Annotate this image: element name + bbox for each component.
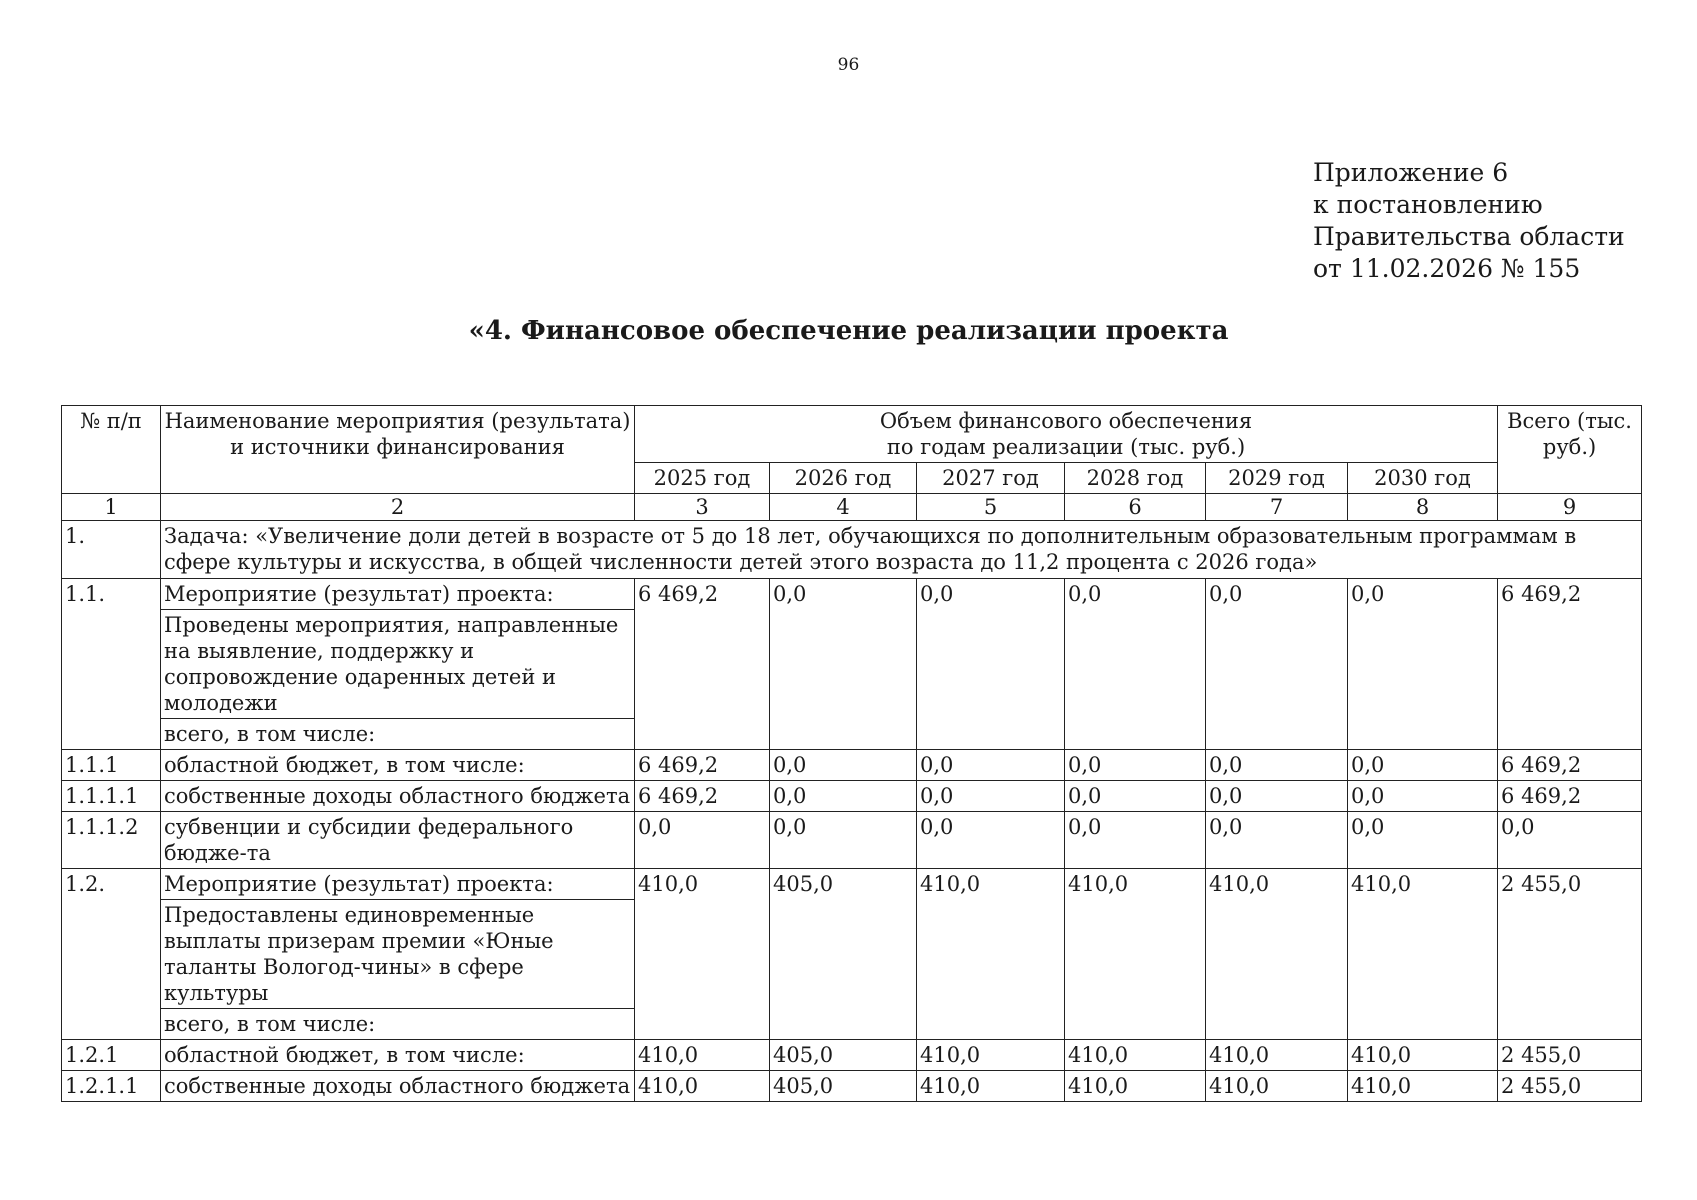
value-cell: 405,0 <box>770 1040 917 1071</box>
value-cell: 410,0 <box>635 1040 770 1071</box>
value-cell: 0,0 <box>917 579 1065 750</box>
appendix-block <box>1313 157 1625 285</box>
table-row <box>62 781 1642 812</box>
column-number: 8 <box>1348 494 1498 521</box>
column-number: 6 <box>1065 494 1206 521</box>
table-row <box>62 750 1642 781</box>
column-number-row <box>62 494 1642 521</box>
value-cell: 0,0 <box>635 812 770 869</box>
header-volume-line-2: по годам реализации (тыс. руб.) <box>886 435 1246 459</box>
header-year: 2026 год <box>770 463 917 494</box>
appendix-line-2: к постановлению <box>1313 190 1543 219</box>
value-cell: 6 469,2 <box>635 579 770 750</box>
table-row <box>62 1040 1642 1071</box>
appendix-line-4: от 11.02.2026 № 155 <box>1313 254 1581 283</box>
value-cell: 410,0 <box>1065 1071 1206 1102</box>
header-volume <box>635 406 1498 463</box>
value-cell: 6 469,2 <box>635 781 770 812</box>
value-cell: 410,0 <box>1065 869 1206 1040</box>
value-cell: 0,0 <box>1206 579 1348 750</box>
value-cell: 0,0 <box>917 812 1065 869</box>
value-cell: 0,0 <box>1348 812 1498 869</box>
value-cell: 405,0 <box>770 869 917 1040</box>
value-cell-total: 6 469,2 <box>1498 781 1642 812</box>
measure-total-label: всего, в том числе: <box>161 1009 635 1040</box>
column-number: 2 <box>161 494 635 521</box>
header-year: 2027 год <box>917 463 1065 494</box>
value-cell: 410,0 <box>1206 1040 1348 1071</box>
value-cell: 410,0 <box>1348 1040 1498 1071</box>
value-cell: 410,0 <box>1065 1040 1206 1071</box>
value-cell: 0,0 <box>1065 781 1206 812</box>
table-row <box>62 1071 1642 1102</box>
row-num: 1.2.1.1 <box>62 1071 161 1102</box>
section-title: «4. Финансовое обеспечение реализации проекта <box>468 316 1229 346</box>
header-num: № п/п <box>62 406 161 494</box>
task-row <box>62 521 1642 579</box>
row-name: областной бюджет, в том числе: <box>161 1040 635 1071</box>
row-num: 1.1.1 <box>62 750 161 781</box>
column-number: 4 <box>770 494 917 521</box>
value-cell-total: 2 455,0 <box>1498 1071 1642 1102</box>
row-name: областной бюджет, в том числе: <box>161 750 635 781</box>
value-cell: 0,0 <box>770 812 917 869</box>
value-cell: 0,0 <box>1065 750 1206 781</box>
row-num: 1.1.1.1 <box>62 781 161 812</box>
appendix-line-1: Приложение 6 <box>1313 158 1509 187</box>
measure-label: Мероприятие (результат) проекта: <box>161 579 635 610</box>
value-cell: 410,0 <box>917 1040 1065 1071</box>
value-cell: 410,0 <box>1206 1071 1348 1102</box>
value-cell: 0,0 <box>770 579 917 750</box>
value-cell: 0,0 <box>1206 781 1348 812</box>
measure-name: Предоставлены единовременные выплаты призерам премии «Юные таланты Вологод-чины» в сфере культуры <box>161 900 635 1009</box>
value-cell: 0,0 <box>917 781 1065 812</box>
value-cell: 0,0 <box>1348 750 1498 781</box>
value-cell: 0,0 <box>1348 781 1498 812</box>
measure-num: 1.2. <box>62 869 161 1040</box>
header-year: 2030 год <box>1348 463 1498 494</box>
header-year: 2028 год <box>1065 463 1206 494</box>
table-row <box>62 812 1642 869</box>
column-number: 3 <box>635 494 770 521</box>
row-name: субвенции и субсидии федерального бюдже-та <box>161 812 635 869</box>
row-name: собственные доходы областного бюджета <box>161 781 635 812</box>
header-total: Всего (тыс. руб.) <box>1498 406 1642 494</box>
row-num: 1.2.1 <box>62 1040 161 1071</box>
value-cell: 410,0 <box>1348 1071 1498 1102</box>
task-text: Задача: «Увеличение доли детей в возрасте от 5 до 18 лет, обучающихся по дополнительным образовательным программам в сфере культуры и искусства, в общей численности детей этого возраста до 11,2 процента с 2026 года» <box>161 521 1642 579</box>
column-number: 7 <box>1206 494 1348 521</box>
appendix-line-3: Правительства области <box>1313 222 1625 251</box>
header-row-1 <box>62 406 1642 463</box>
measure-row <box>62 869 1642 900</box>
value-cell: 410,0 <box>917 869 1065 1040</box>
column-number: 5 <box>917 494 1065 521</box>
value-cell: 410,0 <box>1348 869 1498 1040</box>
measure-label: Мероприятие (результат) проекта: <box>161 869 635 900</box>
value-cell: 0,0 <box>770 781 917 812</box>
value-cell: 410,0 <box>1206 869 1348 1040</box>
measure-name: Проведены мероприятия, направленные на выявление, поддержку и сопровождение одаренных детей и молодежи <box>161 610 635 719</box>
value-cell: 405,0 <box>770 1071 917 1102</box>
header-name: Наименование мероприятия (результата) и источники финансирования <box>161 406 635 494</box>
row-name: собственные доходы областного бюджета <box>161 1071 635 1102</box>
row-num: 1.1.1.2 <box>62 812 161 869</box>
value-cell-total: 2 455,0 <box>1498 1040 1642 1071</box>
header-year: 2029 год <box>1206 463 1348 494</box>
header-year: 2025 год <box>635 463 770 494</box>
value-cell-total: 2 455,0 <box>1498 869 1642 1040</box>
header-volume-line-1: Объем финансового обеспечения <box>879 409 1253 433</box>
page-number: 96 <box>837 55 860 75</box>
value-cell: 0,0 <box>1206 812 1348 869</box>
column-number: 1 <box>62 494 161 521</box>
measure-row <box>62 579 1642 610</box>
value-cell: 410,0 <box>635 1071 770 1102</box>
measure-total-label: всего, в том числе: <box>161 719 635 750</box>
value-cell: 410,0 <box>917 1071 1065 1102</box>
value-cell-total: 0,0 <box>1498 812 1642 869</box>
value-cell: 0,0 <box>770 750 917 781</box>
value-cell: 0,0 <box>1065 579 1206 750</box>
column-number: 9 <box>1498 494 1642 521</box>
value-cell-total: 6 469,2 <box>1498 750 1642 781</box>
value-cell: 0,0 <box>1348 579 1498 750</box>
value-cell: 410,0 <box>635 869 770 1040</box>
measure-num: 1.1. <box>62 579 161 750</box>
financing-table <box>61 405 1642 1102</box>
value-cell: 6 469,2 <box>635 750 770 781</box>
value-cell: 0,0 <box>1206 750 1348 781</box>
value-cell: 0,0 <box>1065 812 1206 869</box>
task-num: 1. <box>62 521 161 579</box>
value-cell: 0,0 <box>917 750 1065 781</box>
value-cell-total: 6 469,2 <box>1498 579 1642 750</box>
